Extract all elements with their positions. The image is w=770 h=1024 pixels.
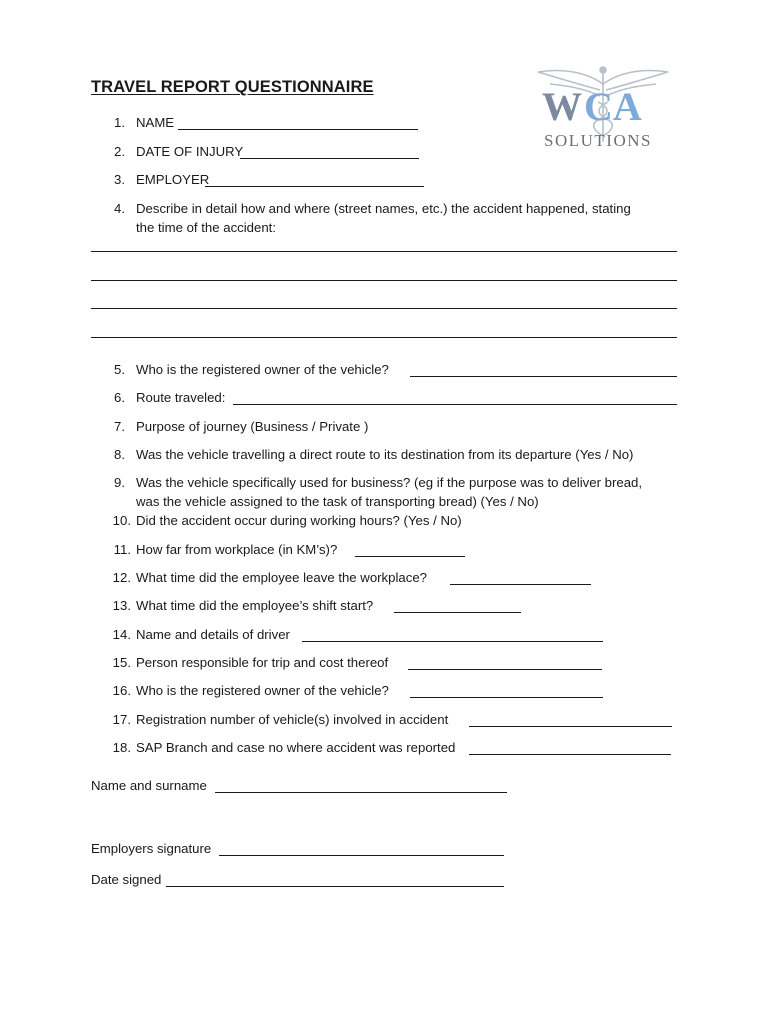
- sap-branch-answer-line[interactable]: [469, 754, 671, 755]
- description-line-4[interactable]: [91, 337, 677, 338]
- question-number: 16.: [112, 683, 131, 698]
- name-surname-line[interactable]: [215, 792, 507, 793]
- date-of-injury-answer-line[interactable]: [240, 158, 419, 159]
- distance-answer-line[interactable]: [355, 556, 465, 557]
- route-answer-line[interactable]: [233, 404, 677, 405]
- question-text: NAME: [136, 115, 175, 130]
- wca-solutions-logo: [528, 62, 678, 162]
- question-text: DATE OF INJURY: [136, 144, 244, 159]
- question-text: What time did the employee’s shift start?: [136, 598, 374, 613]
- question-text: Purpose of journey (Business / Private ): [136, 419, 369, 434]
- question-text: What time did the employee leave the workplace?: [136, 570, 428, 585]
- question-text: EMPLOYER: [136, 172, 210, 187]
- question-text: Was the vehicle travelling a direct route to its destination from its departure (Yes / No): [136, 447, 634, 462]
- question-number: 2.: [114, 144, 125, 159]
- question-text: Did the accident occur during working hours? (Yes / No): [136, 513, 462, 528]
- employer-signature-label: Employers signature: [91, 841, 212, 856]
- date-signed-label: Date signed: [91, 872, 162, 887]
- question-number: 15.: [112, 655, 131, 670]
- question-number: 4.: [114, 201, 125, 216]
- question-9-continuation: was the vehicle assigned to the task of transporting bread) (Yes / No): [136, 494, 539, 509]
- description-line-3[interactable]: [91, 308, 677, 309]
- question-number: 9.: [114, 475, 125, 490]
- question-number: 10.: [112, 513, 131, 528]
- question-number: 13.: [112, 598, 131, 613]
- question-text: Registration number of vehicle(s) involved in accident: [136, 712, 449, 727]
- question-text: Was the vehicle specifically used for business? (eg if the purpose was to deliver bread,: [136, 475, 643, 490]
- name-surname-label: Name and surname: [91, 778, 207, 793]
- question-number: 3.: [114, 172, 125, 187]
- question-number: 11.: [113, 542, 131, 557]
- question-number: 18.: [112, 740, 131, 755]
- question-text: Who is the registered owner of the vehicle?: [136, 683, 389, 698]
- question-number: 5.: [114, 362, 125, 377]
- shift-start-answer-line[interactable]: [394, 612, 521, 613]
- leave-time-answer-line[interactable]: [450, 584, 591, 585]
- employer-signature-line[interactable]: [219, 855, 504, 856]
- driver-details-answer-line[interactable]: [302, 641, 603, 642]
- question-text: How far from workplace (in KM’s)?: [136, 542, 338, 557]
- logo-tagline: SOLUTIONS: [544, 131, 652, 150]
- question-number: 17.: [112, 712, 131, 727]
- description-line-1[interactable]: [91, 251, 677, 252]
- question-text: Route traveled:: [136, 390, 226, 405]
- logo-ca: CA: [584, 84, 642, 129]
- question-number: 6.: [114, 390, 125, 405]
- question-number: 1.: [114, 115, 125, 130]
- employer-answer-line[interactable]: [205, 186, 424, 187]
- logo-w: W: [542, 84, 582, 129]
- question-number: 14.: [112, 627, 131, 642]
- question-text: SAP Branch and case no where accident was reported: [136, 740, 456, 755]
- date-signed-line[interactable]: [166, 886, 504, 887]
- name-answer-line[interactable]: [178, 129, 418, 130]
- question-text: Name and details of driver: [136, 627, 290, 642]
- question-text: Person responsible for trip and cost thereof: [136, 655, 389, 670]
- description-line-2[interactable]: [91, 280, 677, 281]
- question-text: Who is the registered owner of the vehicle?: [136, 362, 389, 377]
- question-number: 8.: [114, 447, 125, 462]
- question-text: Describe in detail how and where (street names, etc.) the accident happened, stating: [136, 201, 631, 216]
- question-4-continuation: the time of the accident:: [136, 220, 277, 235]
- question-number: 7.: [114, 419, 125, 434]
- responsible-person-answer-line[interactable]: [408, 669, 602, 670]
- question-number: 12.: [112, 570, 131, 585]
- registered-owner-2-answer-line[interactable]: [410, 697, 603, 698]
- page-title: TRAVEL REPORT QUESTIONNAIRE: [91, 78, 374, 96]
- registered-owner-answer-line[interactable]: [410, 376, 677, 377]
- registration-number-answer-line[interactable]: [469, 726, 672, 727]
